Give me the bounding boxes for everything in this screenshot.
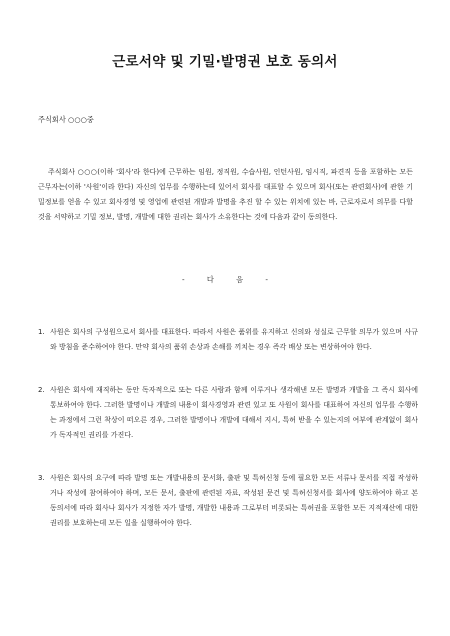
- clause-number: 1.: [38, 328, 45, 336]
- section-heading: - 다 음 -: [182, 275, 268, 284]
- document-title: 근로서약 및 기밀·발명권 보호 동의서: [112, 54, 338, 70]
- clause-text: 사원은 회사의 구성원으로서 회사를 대표한다. 따라서 사원은 품위를 유지하고 신의와 성실로 근무할 의무가 있으며 사규와 방침을 준수하여야 한다. 만약 회사의 품위 손상과 손해를 끼치는 경우 즉각 배상 또는 변상하여야 한다.: [50, 328, 418, 351]
- addressee: 주식회사 ○○○중: [38, 115, 94, 124]
- clause-list: [38, 325, 418, 531]
- clause-item: [38, 325, 418, 355]
- intro-paragraph: 주식회사 ○○○(이하 '회사'라 한다)에 근무하는 임원, 정직원, 수습사원, 인턴사원, 임시직, 파견직 등을 포함하는 모든 근무자는(이하 '사원'이라 한다) 자신의 업무를 수행하는데 있어서 회사를 대표할 수 있으며 회사(또는 관련회사)에 관한 기밀정보를 얻을 수 있고 회사경영 및 영업에 관련된 개발과 발명을 추진 할 수 있는 위치에 있는 바, 근로자로서 의무를 다할 것을 서약하고 기밀 정보, 발명, 개발에 대한 권리는 회사가 소유한다는 것에 다음과 같이 동의한다.: [38, 168, 413, 221]
- clause-number: 2.: [38, 386, 45, 394]
- clause-text: 사원은 회사의 요구에 따라 발명 또는 개발내용의 문서화, 출판 및 특허신청 등에 필요한 모든 서류나 문서를 직접 작성하거나 작성에 참여하여야 하며, 모든 문서, 출판에 관련된 자료, 작성된 문건 및 특허신청서를 회사에 양도하여야 하고 본 동의서에 따라 회사나 회사가 지정한 자가 발명, 개발한 내용과 그로부터 비롯되는 특허권을 포함한 모든 지적재산에 대한 권리를 보호하는데 모든 일을 실행하여야 한다.: [50, 474, 418, 527]
- clause-number: 3.: [38, 474, 45, 482]
- clause-text: 사원은 회사에 재직하는 동안 독자적으로 또는 다른 사람과 함께 이루거나 생각해낸 모든 발명과 개발을 그 즉시 회사에 통보하여야 한다. 그러한 발명이나 개발의 내용이 회사경영과 관련 있고 또 사원이 회사를 대표하여 자신의 업무를 수행하는 과정에서 그런 착상이 떠오른 경우, 그러한 발명이나 개발에 대해서 지시, 특허 받을 수 있는지의 여부에 관계없이 회사가 독자적인 권리를 가진다.: [50, 386, 418, 439]
- clause-item: [38, 471, 418, 531]
- clause-item: [38, 383, 418, 443]
